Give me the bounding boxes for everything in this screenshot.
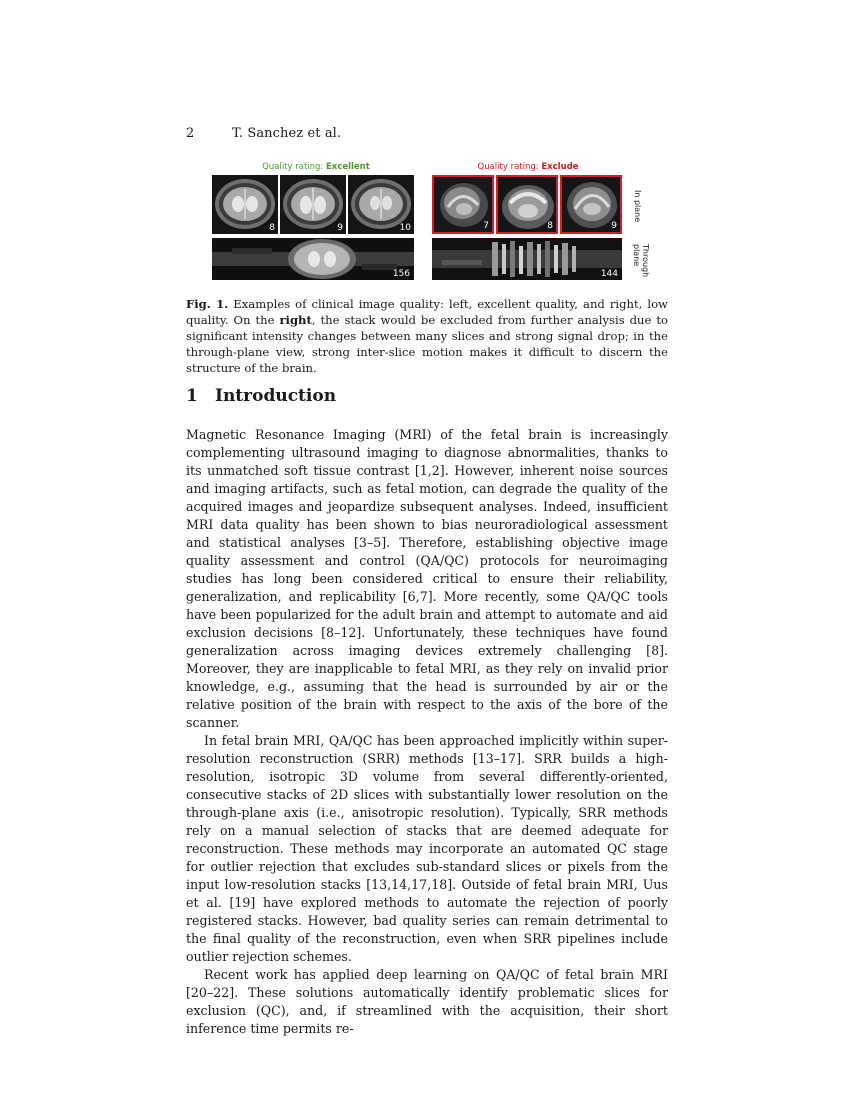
section-number: 1 (186, 386, 198, 406)
mri-slice-image (496, 175, 558, 234)
fetal-brain-slice (280, 175, 346, 234)
figure-1 (210, 160, 650, 282)
paragraph: Magnetic Resonance Imaging (MRI) of the fetal brain is increasingly complementing ultrasound imaging to diagnose abnormalities, thanks to its unmatched soft tissue contrast [1,2]. However, inherent noise sources and imaging artifacts, such as fetal motion, can degrade the quality of the acquired images and jeopardize subsequent analyses. Indeed, insufficient MRI data quality has been shown to bias neuroradiological assessment and statistical analyses [3–5]. Therefore, establishing objective image quality assessment and control (QA/QC) protocols for neuroimaging studies has long been considered critical to ensure their reliability, generalization, and replicability [6,7]. More recently, some QA/QC tools have been popularized for the adult brain and attempt to automate and aid exclusion decisions [8–12]. Unfortunately, these techniques have found generalization across imaging devices extremely challenging [8]. Moreover, they are inapplicable to fetal MRI, as they rely on invalid prior knowledge, e.g., assuming that the head is surrounded by air or the relative position of the brain with respect to the axis of the bore of the scanner. (186, 427, 668, 730)
section-title: Introduction (215, 386, 337, 406)
through-plane-label: Through plane (632, 244, 650, 278)
page-number: 2 (186, 126, 195, 141)
slice-number: 9 (611, 221, 617, 231)
mri-slice-image (348, 175, 414, 234)
quality-label-prefix: Quality rating: (477, 162, 542, 172)
paragraph: Recent work has applied deep learning on QA/QC of fetal brain MRI [20–22]. These solutions automatically identify problematic slices for exclusion (QC), and, if streamlined with the acquisition, their short inference time permits re- (186, 967, 668, 1036)
through-plane-view (432, 238, 622, 280)
caption-bold-word: right (279, 313, 312, 327)
in-plane-slices-excellent (212, 175, 414, 234)
fetal-brain-slice (212, 175, 278, 234)
figure-caption (186, 296, 668, 376)
slice-number: 10 (399, 223, 411, 233)
paragraph: In fetal brain MRI, QA/QC has been approached implicitly within super-resolution reconstruction (SRR) methods [13–17]. SRR builds a high-resolution, isotropic 3D volume from several differently-oriented, consecutive stacks of 2D slices with substantially lower resolution on the through-plane axis (i.e., anisotropic resolution). Typically, SRR methods rely on a manual selection of stacks that are deemed adequate for reconstruction. These methods may incorporate an automated QC stage for outlier rejection that excludes sub-standard slices or pixels from the input low-resolution stacks [13,14,17,18]. Outside of fetal brain MRI, Uus et al. [19] have explored methods to automate the rejection of poorly registered stacks. However, bad quality series can remain detrimental to the final quality of the reconstruction, even when SRR pipelines include outlier rejection schemes. (186, 733, 668, 964)
caption-text-part2: , the stack would be excluded from further analysis due to significant intensity changes between many slices and strong signal drop; in the through-plane view, strong inter-slice motion makes it difficult to discern the structure of the brain. (186, 313, 668, 375)
introduction-body (186, 426, 668, 1038)
in-plane-slices-exclude (432, 175, 622, 234)
in-plane-label: In plane (633, 190, 642, 223)
mri-slice-image (280, 175, 346, 234)
through-plane-image-excellent (212, 238, 414, 280)
mri-slice-image (560, 175, 622, 234)
running-authors: T. Sanchez et al. (232, 126, 342, 141)
slice-number: 9 (337, 223, 343, 233)
running-head (186, 126, 341, 141)
figure-panel-excellent (212, 160, 420, 282)
quality-label-exclude (432, 162, 624, 172)
through-plane-number: 156 (392, 269, 410, 279)
slice-number: 8 (269, 223, 275, 233)
quality-value-excellent: Excellent (326, 162, 370, 172)
mri-slice-image (212, 175, 278, 234)
section-heading (186, 386, 336, 406)
slice-number: 8 (547, 221, 553, 231)
quality-label-excellent (212, 162, 420, 172)
through-plane-number: 144 (600, 269, 618, 279)
caption-label: Fig. 1. (186, 297, 229, 311)
through-plane-view (212, 238, 414, 280)
mri-slice-image (432, 175, 494, 234)
slice-number: 7 (483, 221, 489, 231)
figure-panel-exclude (432, 160, 624, 282)
quality-label-prefix: Quality rating: (262, 162, 326, 172)
caption-text-part1: Examples of clinical image quality: left, excellent quality, and right, low quality. On the (186, 297, 668, 327)
quality-value-exclude: Exclude (541, 162, 579, 172)
through-plane-image-exclude (432, 238, 622, 280)
